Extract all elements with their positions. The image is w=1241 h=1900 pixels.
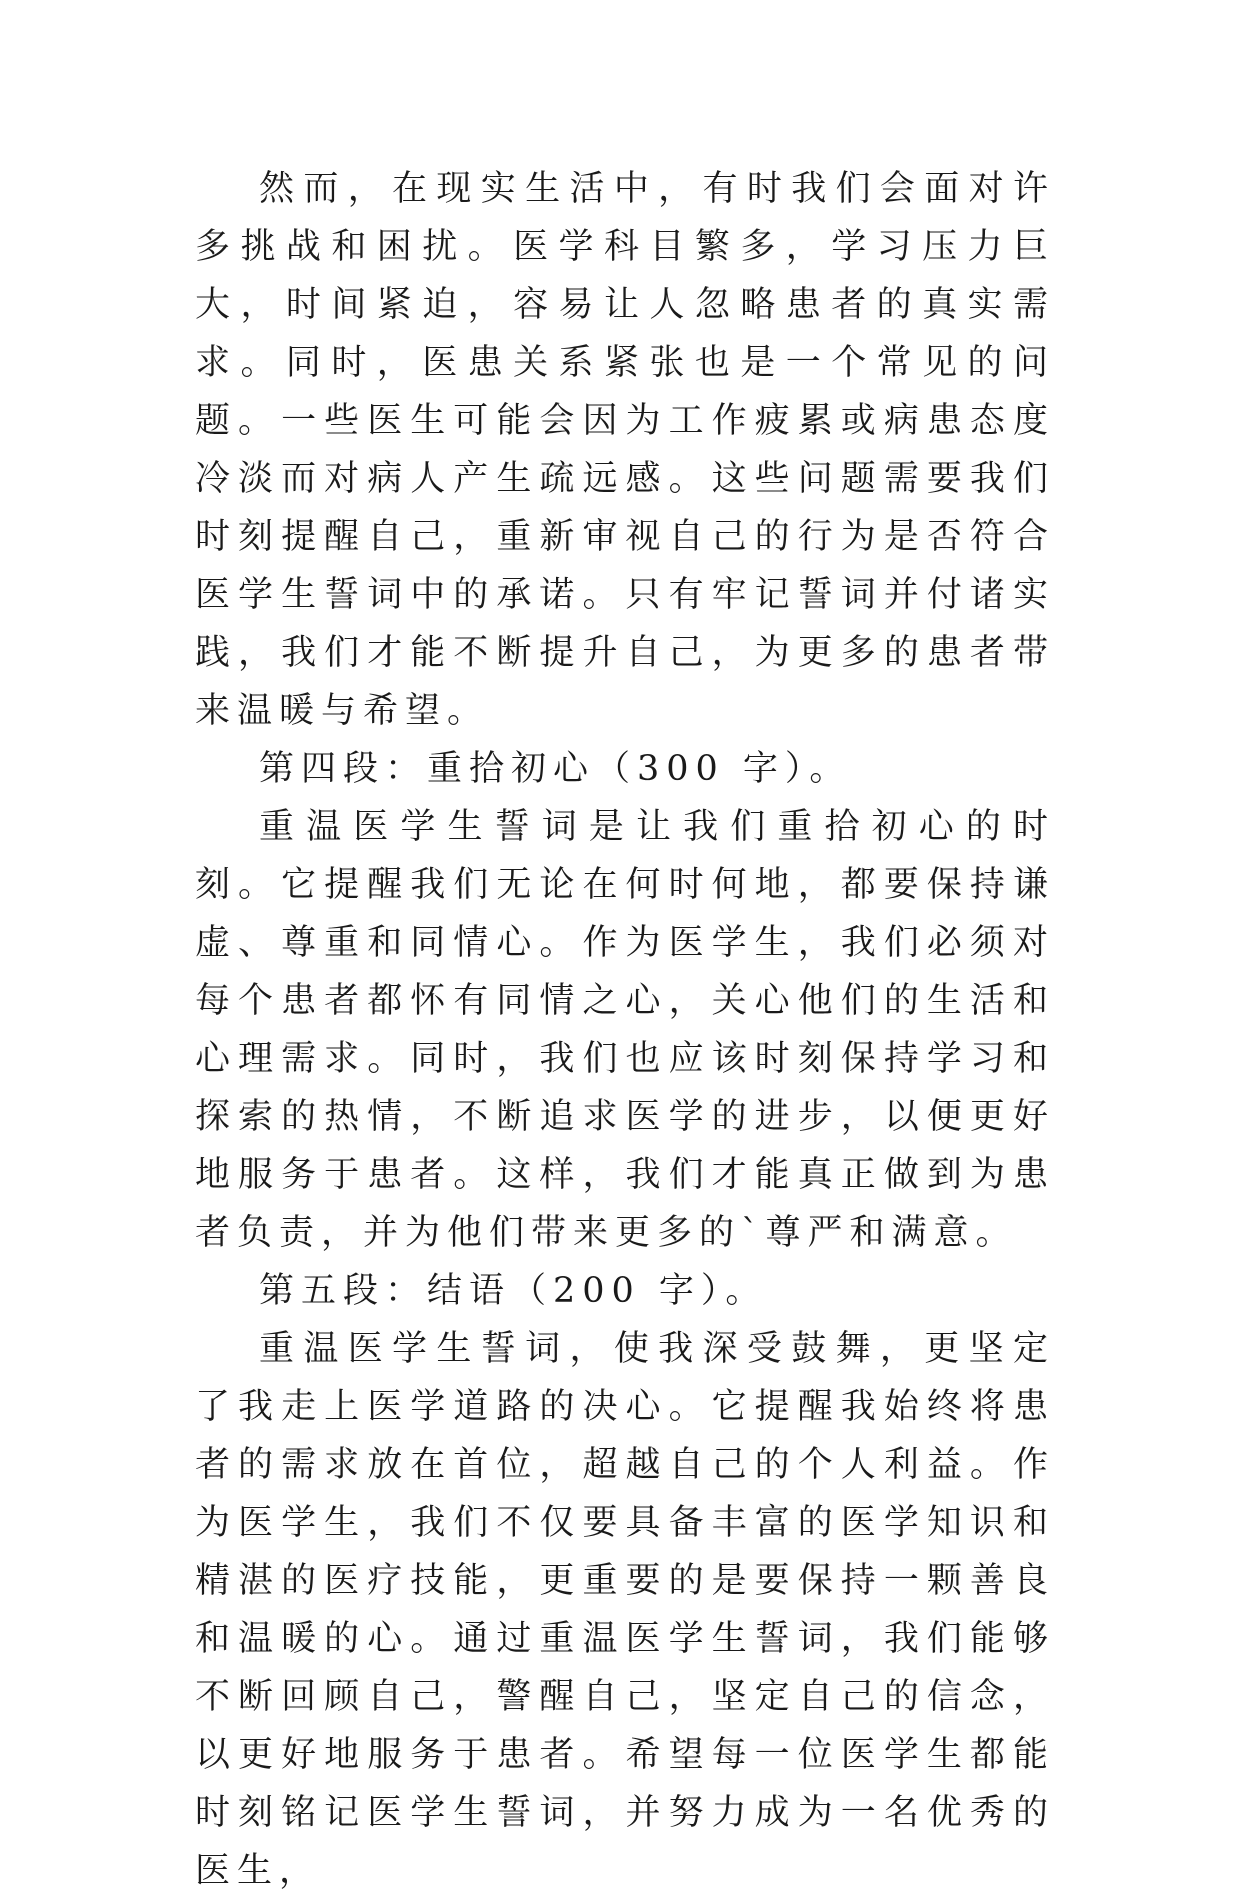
section-heading-4: 第四段：重拾初心（300 字）。 (259, 749, 852, 789)
document-body (195, 160, 1055, 1900)
paragraph-challenges: 然而，在现实生活中，有时我们会面对许多挑战和困扰。医学科目繁多，学习压力巨大，时间紧迫，容易让人忽略患者的真实需求。同时，医患关系紧张也是一个常见的问题。一些医生可能会因为工作疲累或病患态度冷淡而对病人产生疏远感。这些问题需要我们时刻提醒自己，重新审视自己的行为是否符合医学生誓词中的承诺。只有牢记誓词并付诸实践，我们才能不断提升自己，为更多的患者带来温暖与希望。 (195, 169, 1055, 731)
paragraph-conclusion: 重温医学生誓词，使我深受鼓舞，更坚定了我走上医学道路的决心。它提醒我始终将患者的需求放在首位，超越自己的个人利益。作为医学生，我们不仅要具备丰富的医学知识和精湛的医疗技能，更重要的是要保持一颗善良和温暖的心。通过重温医学生誓词，我们能够不断回顾自己，警醒自己，坚定自己的信念，以更好地服务于患者。希望每一位医学生都能时刻铭记医学生誓词，并努力成为一名优秀的医生， (195, 1329, 1055, 1891)
section-heading-5: 第五段：结语（200 字）。 (259, 1271, 768, 1311)
paragraph-original-intention: 重温医学生誓词是让我们重拾初心的时刻。它提醒我们无论在何时何地，都要保持谦虚、尊重和同情心。作为医学生，我们必须对每个患者都怀有同情之心，关心他们的生活和心理需求。同时，我们也应该时刻保持学习和探索的热情，不断追求医学的进步，以便更好地服务于患者。这样，我们才能真正做到为患者负责，并为他们带来更多的`尊严和满意。 (195, 807, 1055, 1253)
